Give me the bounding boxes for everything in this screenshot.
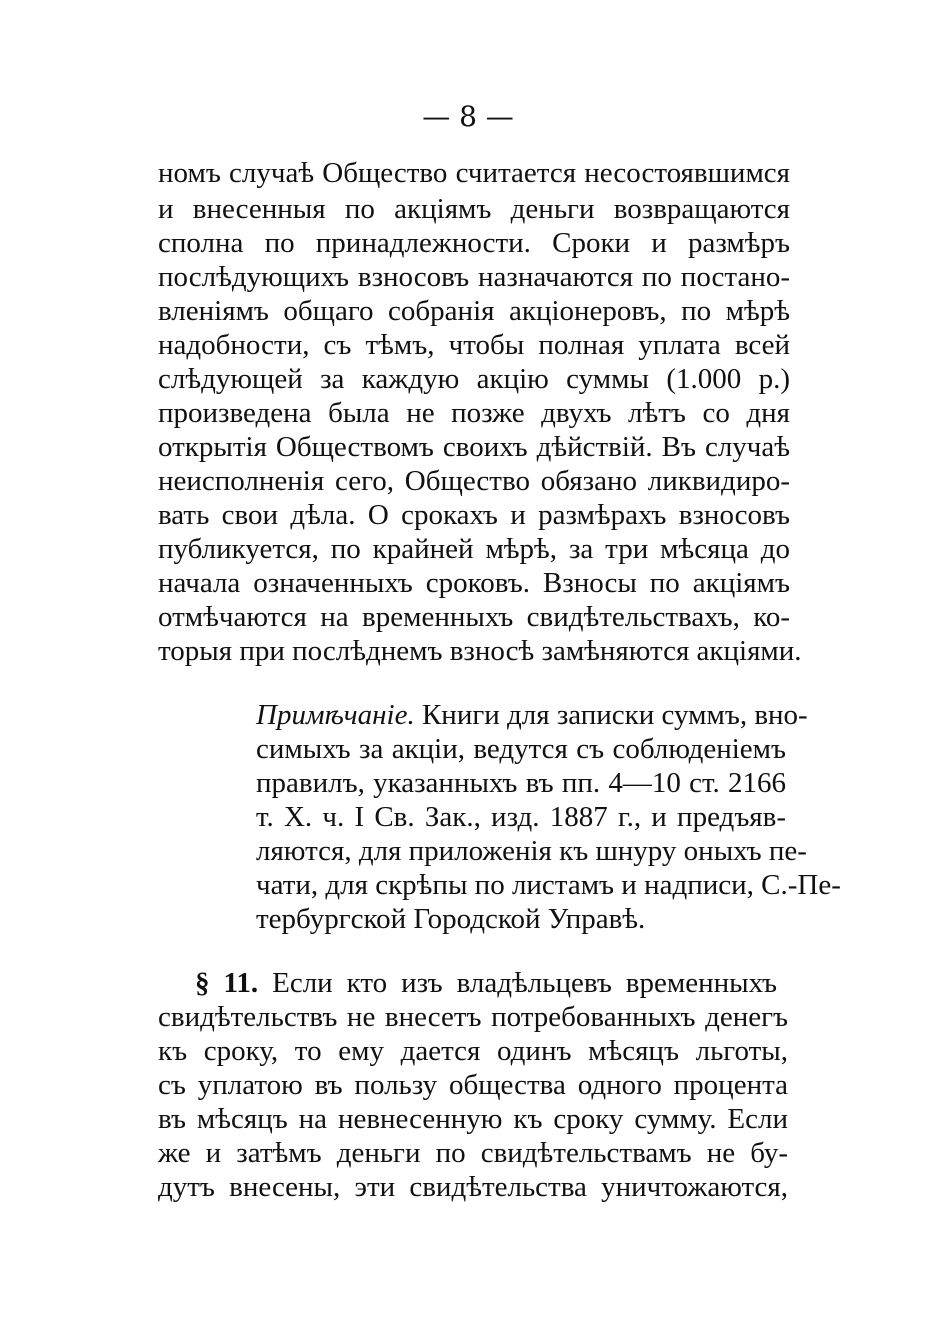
page-number: — 8 — (422, 100, 514, 133)
text-line: и внесенныя по акціямъ деньги возвращаются (158, 193, 790, 225)
text-line: неисполненія сего, Общество обязано ликвидиро- (158, 465, 790, 497)
section-first-line (195, 966, 777, 1000)
text-line: вленіямъ общаго собранія акціонеровъ, по мѣрѣ (158, 295, 790, 327)
text-line: открытія Обществомъ своихъ дѣйствій. Въ случаѣ (158, 431, 790, 463)
text-line: публикуется, по крайней мѣрѣ, за три мѣсяца до (158, 533, 790, 565)
note-line: симыхъ за акціи, ведутся съ соблюденіемъ (256, 733, 786, 765)
note-line: т. X. ч. I Св. Зак., изд. 1887 г., и предъяв- (256, 801, 786, 833)
note-label: Примѣчаніе. (256, 699, 415, 731)
text-line: вать свои дѣла. О срокахъ и размѣрахъ взносовъ (158, 499, 790, 531)
text-line: торыя при послѣднемъ взносѣ замѣняются акціями. (158, 635, 802, 667)
section-label: § 11. (195, 967, 259, 999)
section-line: свидѣтельствъ не внесетъ потребованныхъ денегъ (158, 1001, 788, 1033)
text-line: надобности, съ тѣмъ, чтобы полная уплата всей (158, 329, 790, 361)
text-line: произведена была не позже двухъ лѣтъ со дня (158, 397, 790, 429)
text-line: начала означенныхъ сроковъ. Взносы по акціямъ (158, 567, 790, 599)
note-line: ляются, для приложенія къ шнуру оныхъ пе- (256, 835, 807, 867)
section-line: дутъ внесены, эти свидѣтельства уничтожаются, (158, 1171, 788, 1203)
note-text: Книги для записки суммъ, вно- (414, 699, 808, 731)
note-line: правилъ, указанныхъ въ пп. 4—10 ст. 2166 (256, 767, 786, 799)
note-first-line (256, 698, 808, 732)
note-line: тербургской Городской Управѣ. (256, 903, 646, 935)
text-line: отмѣчаются на временныхъ свидѣтельствахъ, ко- (158, 601, 790, 633)
text-line: послѣдующихъ взносовъ назначаются по постано- (158, 261, 790, 293)
section-line: же и затѣмъ деньги по свидѣтельствамъ не бу- (158, 1137, 788, 1169)
section-text: Если кто изъ владѣльцевъ временныхъ (258, 967, 777, 999)
section-line: съ уплатою въ пользу общества одного процента (158, 1069, 788, 1101)
text-line: номъ случаѣ Общество считается несостоявшимся (158, 157, 790, 189)
section-line: къ сроку, то ему дается одинъ мѣсяцъ льготы, (158, 1035, 788, 1067)
note-line: чати, для скрѣпы по листамъ и надписи, С.-Пе- (256, 869, 841, 901)
section-line: въ мѣсяцъ на невнесенную къ сроку сумму. Если (158, 1103, 788, 1135)
text-line: слѣдующей за каждую акцію суммы (1.000 р.) (158, 363, 790, 395)
text-line: сполна по принадлежности. Сроки и размѣръ (158, 227, 790, 259)
